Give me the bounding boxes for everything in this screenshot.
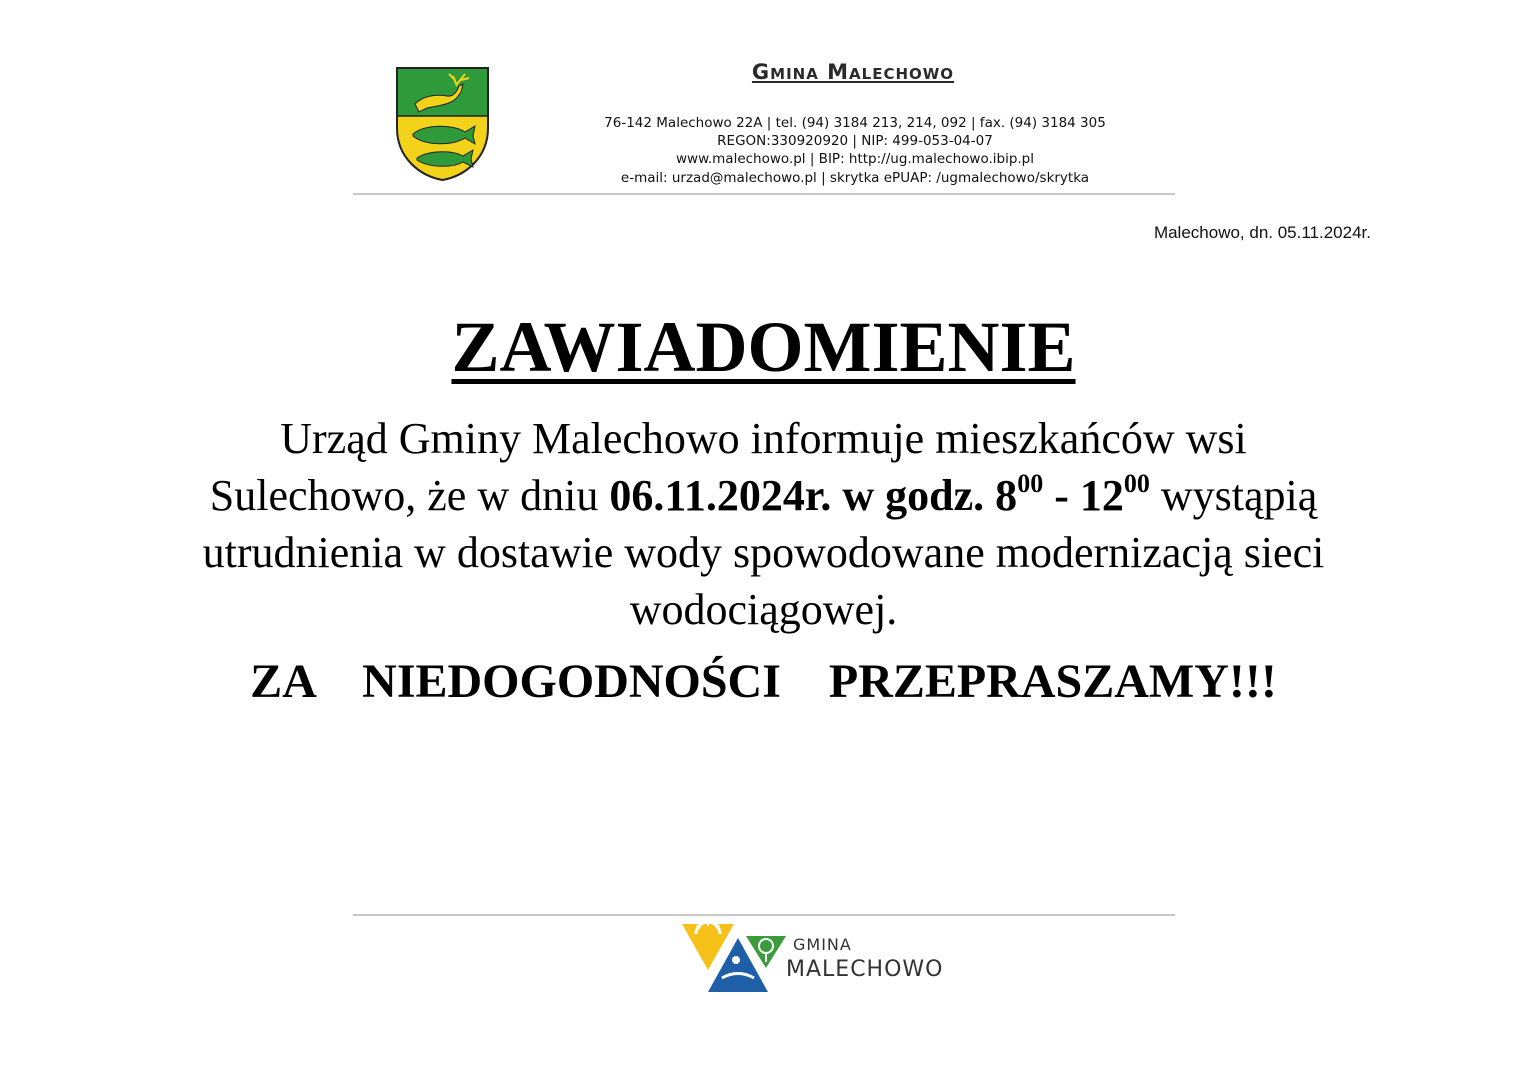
header-regon: REGON:330920920 | NIP: 499-053-04-07 — [717, 133, 993, 149]
notice-apology: ZA NIEDOGODNOŚCI PRZEPRASZAMY!!! — [250, 655, 1277, 708]
footer-gmina-label: GMINA — [793, 935, 852, 954]
notice-time-start-minutes: 00 — [1017, 469, 1044, 498]
notice-body — [150, 410, 1377, 638]
notice-line-1: Urząd Gminy Malechowo informuje mieszkańców wsi — [280, 414, 1247, 463]
footer-name-label: MALECHOWO — [786, 957, 944, 982]
notice-line-2 — [150, 467, 1377, 524]
notice-line-2-start: Sulechowo, że w dniu — [209, 471, 610, 520]
notice-date-time — [609, 471, 1150, 520]
header-web: www.malechowo.pl | BIP: http://ug.malechowo.ibip.pl — [675, 151, 1035, 167]
header-email: e-mail: urzad@malechowo.pl | skrytka ePUAP: /ugmalechowo/skrytka — [620, 170, 1090, 186]
header-title: Gmina Malechowo — [751, 60, 955, 84]
notice-title: ZAWIADOMIENIE — [451, 307, 1076, 387]
notice-time-end: - 12 — [1043, 471, 1124, 520]
notice-date: 06.11.2024r. w godz. 8 — [609, 471, 1018, 520]
header-address: 76-142 Malechowo 22A | tel. (94) 3184 213, 214, 092 | fax. (94) 3184 305 — [604, 115, 1106, 131]
header-divider — [353, 193, 1175, 195]
notice-time-end-minutes: 00 — [1123, 469, 1150, 498]
document-date: Malechowo, dn. 05.11.2024r. — [1153, 223, 1371, 242]
gmina-logo-icon — [682, 922, 786, 994]
footer-divider — [353, 914, 1175, 916]
notice-line-2-end: wystąpią — [1149, 471, 1318, 520]
notice-line-4: wodociągowej. — [629, 585, 898, 634]
coat-of-arms-icon — [395, 66, 490, 182]
notice-line-3: utrudnienia w dostawie wody spowodowane modernizacją sieci — [202, 528, 1325, 577]
